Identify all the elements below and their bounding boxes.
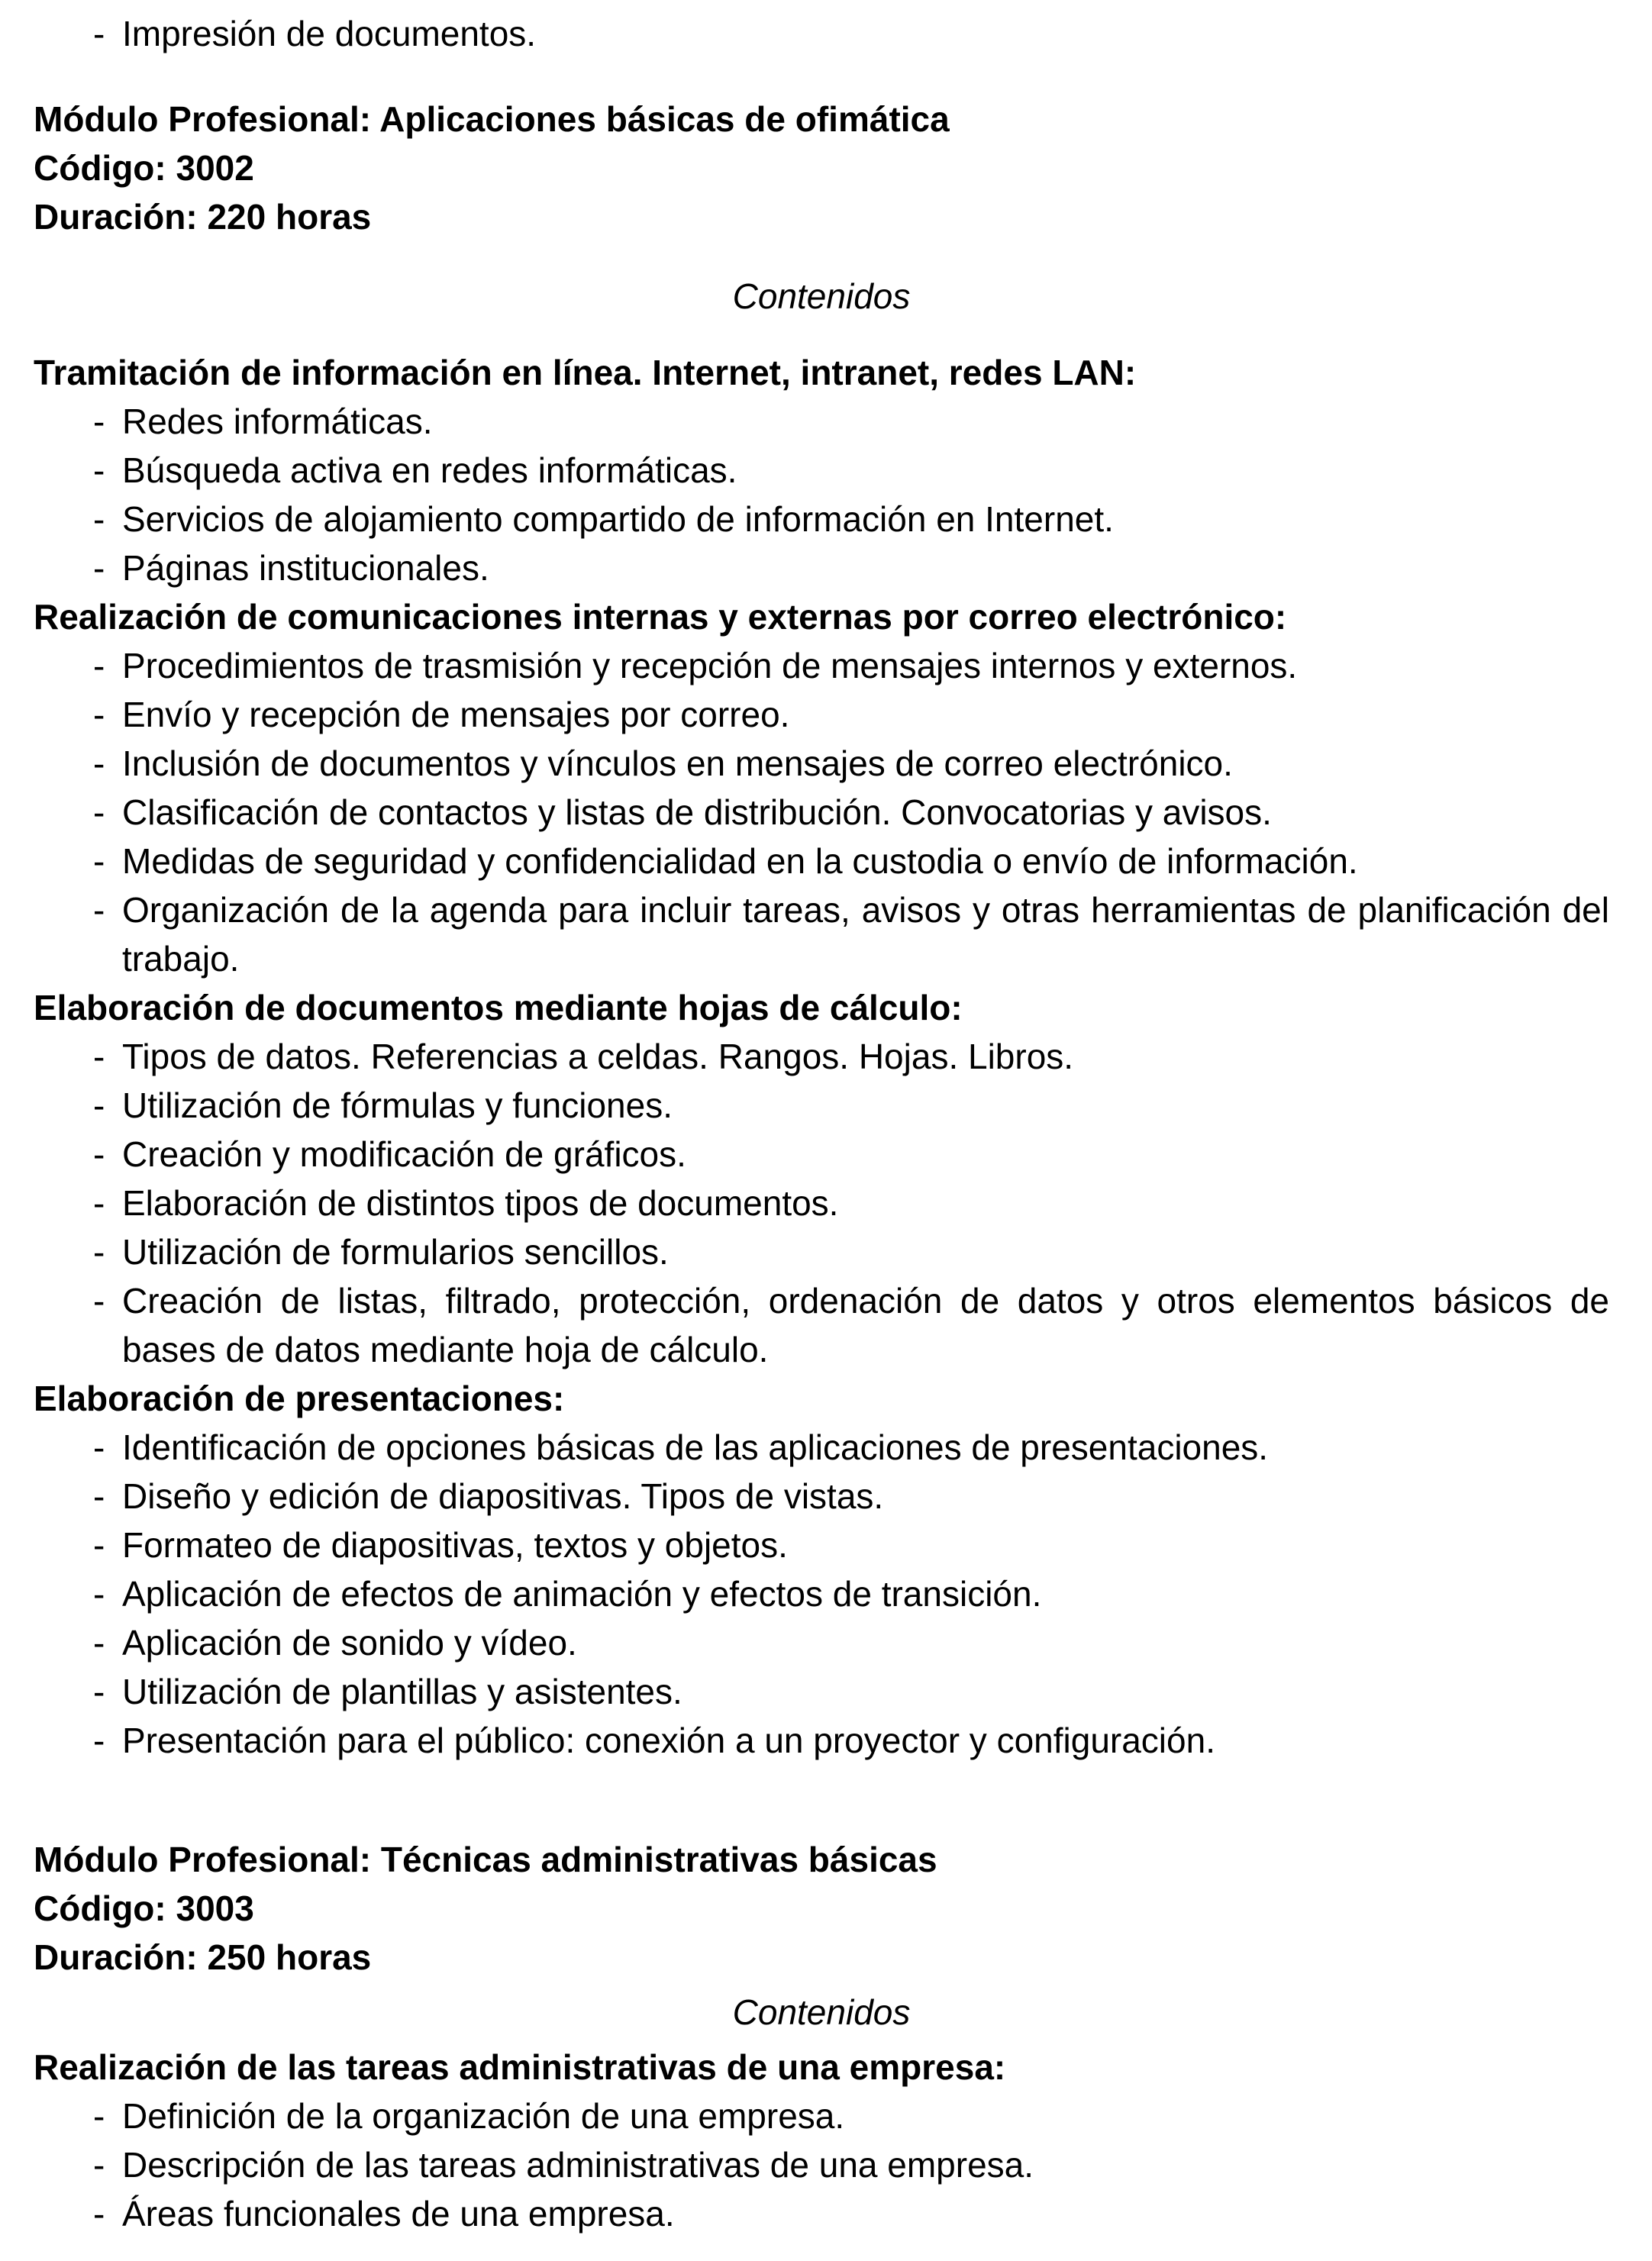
section-heading: Elaboración de presentaciones: (34, 1379, 565, 1418)
bullet-text: Definición de la organización de una empresa. (122, 2096, 845, 2136)
bullet-dash: - (93, 1037, 105, 1076)
bullet-item (34, 495, 1609, 543)
bullet-text: Presentación para el público: conexión a un proyector y configuración. (122, 1721, 1215, 1760)
bullet-text: Utilización de formularios sencillos. (122, 1232, 669, 1272)
section-heading: Realización de comunicaciones internas y externas por correo electrónico: (34, 597, 1287, 637)
bullet-dash: - (93, 2194, 105, 2234)
module-header-line: Código: 3003 (34, 1888, 254, 1928)
bullet-item (34, 1521, 1609, 1569)
bullet-text: Creación y modificación de gráficos. (122, 1134, 686, 1174)
module-header-line: Código: 3002 (34, 148, 254, 188)
bullet-dash: - (93, 1085, 105, 1125)
bullet-text: Búsqueda activa en redes informáticas. (122, 450, 737, 490)
bullet-list (34, 397, 1609, 592)
bullet-item (34, 1032, 1609, 1081)
bullet-dash: - (93, 1232, 105, 1272)
bullet-item (34, 1618, 1609, 1667)
bullet-dash: - (93, 402, 105, 441)
bullet-text: Aplicación de sonido y vídeo. (122, 1623, 577, 1663)
bullet-item (34, 1716, 1609, 1765)
bullet-list (34, 2092, 1609, 2238)
bullet-dash: - (93, 695, 105, 734)
bullet-text: Tipos de datos. Referencias a celdas. Rangos. Hojas. Libros. (122, 1037, 1074, 1076)
bullet-dash: - (93, 841, 105, 881)
bullet-dash: - (93, 2145, 105, 2185)
bullet-list (34, 1423, 1609, 1765)
bullet-dash: - (93, 1476, 105, 1516)
bullet-item (34, 1276, 1609, 1374)
bullet-dash: - (93, 792, 105, 832)
bullet-item (34, 397, 1609, 446)
bullet-item (34, 1081, 1609, 1130)
bullet-text: Envío y recepción de mensajes por correo. (122, 695, 790, 734)
bullet-item (34, 2092, 1609, 2140)
bullet-text: Utilización de plantillas y asistentes. (122, 1672, 682, 1711)
bullet-item (34, 739, 1609, 788)
contenidos-subtitle: Contenidos (732, 1992, 911, 2032)
bullet-dash: - (93, 2096, 105, 2136)
section-heading: Realización de las tareas administrativas de una empresa: (34, 2047, 1006, 2087)
bullet-text: Identificación de opciones básicas de las aplicaciones de presentaciones. (122, 1427, 1269, 1467)
bullet-text: Inclusión de documentos y vínculos en mensajes de correo electrónico. (122, 743, 1233, 783)
bullet-text: Áreas funcionales de una empresa. (122, 2194, 675, 2234)
module-header (34, 1835, 1609, 1982)
bullet-text: Aplicación de efectos de animación y efectos de transición. (122, 1574, 1042, 1614)
section-heading: Elaboración de documentos mediante hojas de cálculo: (34, 988, 963, 1027)
bullet-item (34, 1667, 1609, 1716)
bullet-dash: - (93, 1281, 105, 1321)
bullet-text: Medidas de seguridad y confidencialidad en la custodia o envío de información. (122, 841, 1358, 881)
bullet-text: Descripción de las tareas administrativas de una empresa. (122, 2145, 1034, 2185)
module-header (34, 95, 1609, 241)
bullet-item (34, 446, 1609, 495)
bullet-dash: - (93, 499, 105, 539)
bullet-dash: - (93, 14, 105, 53)
bullet-text: Redes informáticas. (122, 402, 433, 441)
bullet-text: Utilización de fórmulas y funciones. (122, 1085, 673, 1125)
bullet-item (34, 1179, 1609, 1227)
bullet-dash: - (93, 1721, 105, 1760)
bullet-text: Clasificación de contactos y listas de distribución. Convocatorias y avisos. (122, 792, 1272, 832)
bullet-text: Diseño y edición de diapositivas. Tipos de vistas. (122, 1476, 884, 1516)
bullet-dash: - (93, 890, 105, 930)
bullet-item (34, 1423, 1609, 1472)
bullet-list (34, 641, 1609, 983)
bullet-dash: - (93, 646, 105, 685)
bullet-text: Páginas institucionales. (122, 548, 489, 588)
bullet-text: Organización de la agenda para incluir tareas, avisos y otras herramientas de planificación del trabajo. (122, 890, 1609, 979)
bullet-item (34, 837, 1609, 885)
module-header-line: Duración: 250 horas (34, 1937, 372, 1977)
bullet-item (34, 690, 1609, 739)
bullet-item (34, 1227, 1609, 1276)
bullet-text: Procedimientos de trasmisión y recepción de mensajes internos y externos. (122, 646, 1298, 685)
bullet-dash: - (93, 1183, 105, 1223)
bullet-text: Elaboración de distintos tipos de documentos. (122, 1183, 839, 1223)
bullet-item (34, 1472, 1609, 1521)
bullet-item (34, 2140, 1609, 2189)
bullet-dash: - (93, 548, 105, 588)
bullet-text: Servicios de alojamiento compartido de información en Internet. (122, 499, 1114, 539)
bullet-item (34, 641, 1609, 690)
bullet-item (34, 2189, 1609, 2238)
bullet-dash: - (93, 450, 105, 490)
module-header-line: Duración: 220 horas (34, 197, 372, 237)
bullet-item (34, 1569, 1609, 1618)
bullet-dash: - (93, 1672, 105, 1711)
bullet-item (34, 1130, 1609, 1179)
bullet-text: Formateo de diapositivas, textos y objetos. (122, 1525, 788, 1565)
bullet-list (34, 1032, 1609, 1374)
module-header-line: Módulo Profesional: Técnicas administrativas básicas (34, 1840, 937, 1879)
bullet-item (34, 788, 1609, 837)
bullet-dash: - (93, 1427, 105, 1467)
bullet-dash: - (93, 1623, 105, 1663)
bullet-dash: - (93, 1525, 105, 1565)
module-header-line: Módulo Profesional: Aplicaciones básicas de ofimática (34, 99, 950, 139)
section-heading: Tramitación de información en línea. Internet, intranet, redes LAN: (34, 353, 1137, 392)
bullet-item (34, 885, 1609, 983)
bullet-dash: - (93, 1134, 105, 1174)
bullet-item (34, 9, 1609, 58)
bullet-item (34, 543, 1609, 592)
bullet-dash: - (93, 743, 105, 783)
bullet-list (34, 9, 1609, 58)
contenidos-subtitle: Contenidos (732, 276, 911, 316)
bullet-text: Creación de listas, filtrado, protección, ordenación de datos y otros elementos básicos de bases de datos mediante hoja de cálculo. (122, 1281, 1609, 1369)
bullet-dash: - (93, 1574, 105, 1614)
bullet-text: Impresión de documentos. (122, 14, 537, 53)
